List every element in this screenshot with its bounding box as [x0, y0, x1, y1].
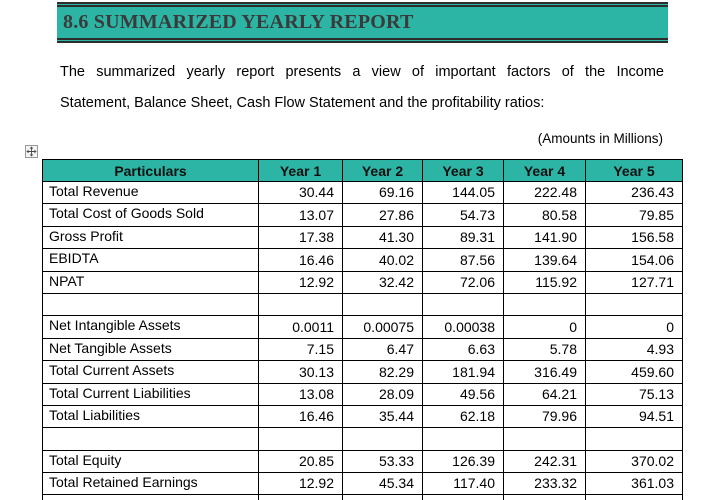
value-cell: 12.92 — [259, 473, 343, 495]
value-cell: 13.08 — [259, 383, 343, 405]
value-cell: 12.92 — [259, 271, 343, 293]
value-cell: 117.40 — [423, 473, 504, 495]
value-cell: 80.58 — [504, 204, 586, 226]
amounts-in-millions-note: (Amounts in Millions) — [537, 131, 663, 146]
value-cell: 72.06 — [423, 271, 504, 293]
value-cell: 16.46 — [259, 405, 343, 427]
table-body — [43, 182, 683, 500]
row-label-cell: Total Revenue — [43, 182, 259, 204]
column-header-particulars: Particulars — [43, 160, 259, 182]
value-cell — [259, 428, 343, 450]
table-row — [43, 473, 683, 495]
table-move-handle-icon[interactable] — [25, 145, 38, 158]
value-cell: 89.31 — [423, 226, 504, 248]
value-cell: 64.21 — [504, 383, 586, 405]
row-label-cell: Total Current Assets — [43, 361, 259, 383]
summarized-yearly-report-table — [42, 159, 683, 500]
value-cell — [586, 495, 683, 500]
value-cell: 75.13 — [586, 383, 683, 405]
value-cell: 156.58 — [586, 226, 683, 248]
value-cell: 30.44 — [259, 182, 343, 204]
column-header-year-3: Year 3 — [423, 160, 504, 182]
row-label-cell — [43, 428, 259, 450]
value-cell — [423, 293, 504, 315]
value-cell — [586, 428, 683, 450]
table-row-empty — [43, 293, 683, 315]
value-cell: 115.92 — [504, 271, 586, 293]
value-cell — [259, 495, 343, 500]
value-cell: 32.42 — [343, 271, 423, 293]
value-cell: 40.02 — [343, 249, 423, 271]
table-row — [43, 271, 683, 293]
column-header-year-2: Year 2 — [343, 160, 423, 182]
value-cell: 459.60 — [586, 361, 683, 383]
row-label-cell: Net Intangible Assets — [43, 316, 259, 338]
row-label-cell: Total Current Liabilities — [43, 383, 259, 405]
value-cell: 0 — [586, 316, 683, 338]
value-cell: 20.85 — [259, 450, 343, 472]
value-cell: 79.85 — [586, 204, 683, 226]
intro-paragraph-line1: The summarized yearly report presents a view of important factors of the Income — [60, 64, 664, 80]
value-cell: 126.39 — [423, 450, 504, 472]
value-cell — [259, 293, 343, 315]
table-row — [43, 450, 683, 472]
table-row-empty — [43, 495, 683, 500]
value-cell: 181.94 — [423, 361, 504, 383]
value-cell — [343, 495, 423, 500]
table-row — [43, 316, 683, 338]
value-cell: 30.13 — [259, 361, 343, 383]
value-cell — [504, 428, 586, 450]
row-label-cell: Net Tangible Assets — [43, 338, 259, 360]
row-label-cell: Gross Profit — [43, 226, 259, 248]
value-cell: 7.15 — [259, 338, 343, 360]
row-label-cell: NPAT — [43, 271, 259, 293]
value-cell: 361.03 — [586, 473, 683, 495]
value-cell: 79.96 — [504, 405, 586, 427]
value-cell: 62.18 — [423, 405, 504, 427]
value-cell: 0 — [504, 316, 586, 338]
value-cell: 316.49 — [504, 361, 586, 383]
column-header-year-5: Year 5 — [586, 160, 683, 182]
value-cell: 4.93 — [586, 338, 683, 360]
table-row — [43, 204, 683, 226]
value-cell: 233.32 — [504, 473, 586, 495]
row-label-cell: EBIDTA — [43, 249, 259, 271]
value-cell: 236.43 — [586, 182, 683, 204]
value-cell — [343, 428, 423, 450]
value-cell: 127.71 — [586, 271, 683, 293]
value-cell: 144.05 — [423, 182, 504, 204]
value-cell: 154.06 — [586, 249, 683, 271]
row-label-cell: Total Equity — [43, 450, 259, 472]
value-cell — [504, 495, 586, 500]
value-cell — [423, 428, 504, 450]
value-cell — [343, 293, 423, 315]
value-cell: 17.38 — [259, 226, 343, 248]
value-cell — [586, 293, 683, 315]
value-cell: 242.31 — [504, 450, 586, 472]
value-cell — [504, 293, 586, 315]
value-cell: 94.51 — [586, 405, 683, 427]
value-cell: 82.29 — [343, 361, 423, 383]
row-label-cell — [43, 293, 259, 315]
value-cell: 13.07 — [259, 204, 343, 226]
value-cell: 16.46 — [259, 249, 343, 271]
value-cell: 87.56 — [423, 249, 504, 271]
row-label-cell: Total Retained Earnings — [43, 473, 259, 495]
value-cell: 6.63 — [423, 338, 504, 360]
value-cell: 41.30 — [343, 226, 423, 248]
value-cell: 141.90 — [504, 226, 586, 248]
value-cell: 370.02 — [586, 450, 683, 472]
value-cell: 0.0011 — [259, 316, 343, 338]
value-cell: 222.48 — [504, 182, 586, 204]
intro-paragraph-line2: Statement, Balance Sheet, Cash Flow Statement and the profitability ratios: — [60, 95, 545, 111]
table-row-empty — [43, 428, 683, 450]
value-cell — [423, 495, 504, 500]
value-cell: 27.86 — [343, 204, 423, 226]
value-cell: 0.00075 — [343, 316, 423, 338]
table-row — [43, 405, 683, 427]
intro-paragraph — [60, 57, 664, 119]
table-row — [43, 249, 683, 271]
table-header-row — [43, 160, 683, 182]
column-header-year-4: Year 4 — [504, 160, 586, 182]
table-row — [43, 383, 683, 405]
value-cell: 53.33 — [343, 450, 423, 472]
column-header-year-1: Year 1 — [259, 160, 343, 182]
section-heading: 8.6 SUMMARIZED YEARLY REPORT — [63, 11, 414, 33]
value-cell: 54.73 — [423, 204, 504, 226]
section-heading-banner — [57, 2, 668, 43]
row-label-cell: Total Cost of Goods Sold — [43, 204, 259, 226]
table-row — [43, 182, 683, 204]
value-cell: 28.09 — [343, 383, 423, 405]
value-cell: 139.64 — [504, 249, 586, 271]
value-cell: 6.47 — [343, 338, 423, 360]
value-cell: 35.44 — [343, 405, 423, 427]
value-cell: 69.16 — [343, 182, 423, 204]
value-cell: 49.56 — [423, 383, 504, 405]
table-row — [43, 361, 683, 383]
table-row — [43, 226, 683, 248]
value-cell: 5.78 — [504, 338, 586, 360]
value-cell: 0.00038 — [423, 316, 504, 338]
row-label-cell — [43, 495, 259, 500]
value-cell: 45.34 — [343, 473, 423, 495]
row-label-cell: Total Liabilities — [43, 405, 259, 427]
table-row — [43, 338, 683, 360]
